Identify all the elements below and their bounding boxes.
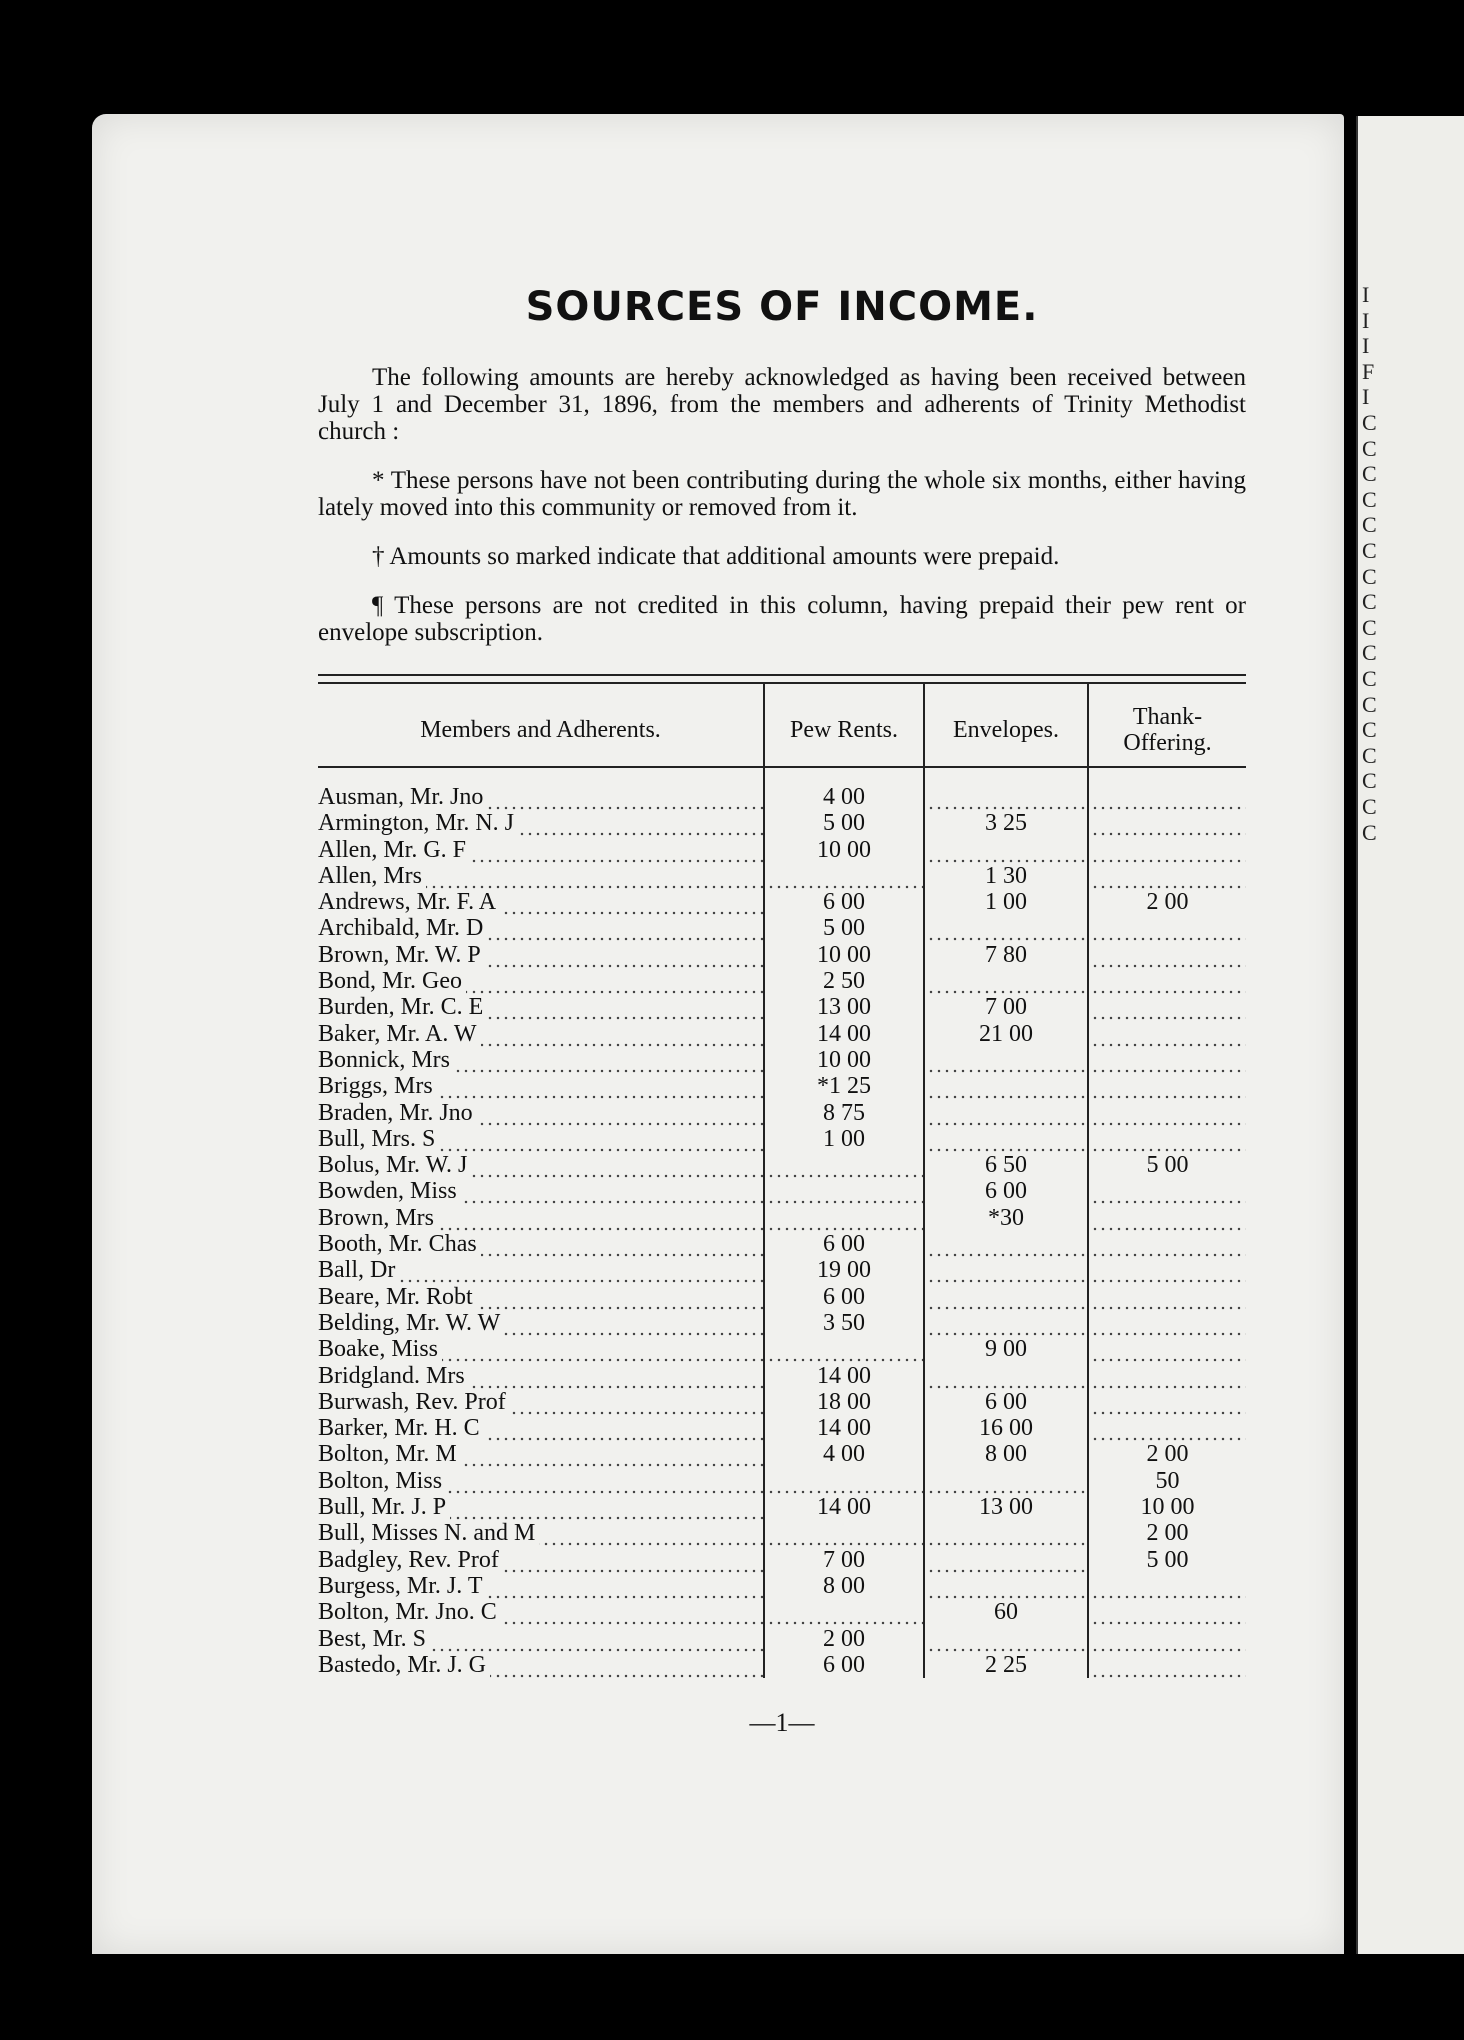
member-name <box>318 1494 764 1520</box>
member-name-text: Baker, Mr. A. W <box>318 1021 481 1047</box>
member-name <box>318 1178 764 1204</box>
member-name-text: Bolton, Mr. Jno. C <box>318 1599 501 1625</box>
envelope-cell <box>924 1231 1088 1257</box>
pew-rent-cell: 6 00 <box>764 1231 924 1257</box>
adjacent-margin-letter: F <box>1362 358 1375 384</box>
table-row <box>318 1284 1246 1310</box>
table-row <box>318 1021 1246 1047</box>
pew-rent-cell <box>764 1205 924 1231</box>
thank-offering-cell <box>1088 1573 1246 1599</box>
thank-offering-cell <box>1088 1257 1246 1283</box>
table-row <box>318 863 1246 889</box>
adjacent-page-edge <box>1356 116 1464 1954</box>
header-pew-rents: Pew Rents. <box>764 684 924 767</box>
thank-offering-cell <box>1088 968 1246 994</box>
table-row <box>318 1047 1246 1073</box>
table-row <box>318 784 1246 810</box>
adjacent-margin-letter: I <box>1362 282 1370 307</box>
adjacent-margin-letter: C <box>1362 589 1377 615</box>
thank-offering-cell <box>1088 1310 1246 1336</box>
member-name-text: Ball, Dr <box>318 1257 399 1283</box>
thank-offering-cell: 2 00 <box>1088 1520 1246 1546</box>
table-top-rule <box>318 674 1246 684</box>
table-row <box>318 1205 1246 1231</box>
table-spacer-row <box>318 767 1246 784</box>
adjacent-margin-letter: C <box>1362 512 1377 538</box>
member-name <box>318 1021 764 1047</box>
table-row <box>318 1310 1246 1336</box>
thank-offering-cell <box>1088 1363 1246 1389</box>
member-name-text: Bull, Misses N. and M <box>318 1520 539 1546</box>
member-name <box>318 1468 764 1494</box>
income-table <box>318 684 1246 1678</box>
pew-rent-cell: 4 00 <box>764 1441 924 1467</box>
envelope-cell: 6 00 <box>924 1178 1088 1204</box>
table-row <box>318 1547 1246 1573</box>
member-name-text: Bolton, Mr. M <box>318 1441 461 1467</box>
pew-rent-cell <box>764 1599 924 1625</box>
pew-rent-cell: 5 00 <box>764 810 924 836</box>
envelope-cell <box>924 968 1088 994</box>
pew-rent-cell: 10 00 <box>764 942 924 968</box>
member-name <box>318 1205 764 1231</box>
member-name-text: Ausman, Mr. Jno <box>318 784 487 810</box>
note-pilcrow: ¶ These persons are not credited in this column, having prepaid their pew rent or envelope subscription. <box>318 592 1246 646</box>
table-row <box>318 1336 1246 1362</box>
table-row <box>318 1178 1246 1204</box>
pew-rent-cell <box>764 1336 924 1362</box>
adjacent-margin-letter: C <box>1362 742 1377 768</box>
table-row <box>318 1415 1246 1441</box>
envelope-cell: 7 80 <box>924 942 1088 968</box>
member-name <box>318 1652 764 1678</box>
envelope-cell <box>924 837 1088 863</box>
member-name <box>318 994 764 1020</box>
table-header-row <box>318 684 1246 767</box>
table-row <box>318 968 1246 994</box>
thank-offering-cell: 50 <box>1088 1468 1246 1494</box>
pew-rent-cell: 3 50 <box>764 1310 924 1336</box>
thank-offering-cell: 5 00 <box>1088 1152 1246 1178</box>
member-name-text: Bridgland. Mrs <box>318 1363 469 1389</box>
adjacent-margin-letter: C <box>1362 666 1377 691</box>
table-row <box>318 1231 1246 1257</box>
pew-rent-cell: 5 00 <box>764 915 924 941</box>
envelope-cell: 6 00 <box>924 1389 1088 1415</box>
member-name <box>318 1441 764 1467</box>
member-name <box>318 1573 764 1599</box>
pew-rent-cell: 19 00 <box>764 1257 924 1283</box>
member-name-text: Briggs, Mrs <box>318 1073 437 1099</box>
thank-offering-cell: 2 00 <box>1088 1441 1246 1467</box>
note-asterisk: * These persons have not been contributing during the whole six months, either having lately moved into this community or removed from it. <box>318 467 1246 521</box>
member-name-text: Bull, Mrs. S <box>318 1126 439 1152</box>
table-row <box>318 1652 1246 1678</box>
thank-offering-cell <box>1088 1284 1246 1310</box>
member-name-text: Barker, Mr. H. C <box>318 1415 484 1441</box>
envelope-cell <box>924 1310 1088 1336</box>
adjacent-margin-letter: C <box>1362 819 1377 845</box>
adjacent-margin-letter: I <box>1362 307 1370 333</box>
member-name <box>318 810 764 836</box>
member-name <box>318 1389 764 1415</box>
thank-offering-cell: 5 00 <box>1088 1547 1246 1573</box>
member-name <box>318 837 764 863</box>
header-thank-offering: Thank-Offering. <box>1088 684 1246 767</box>
table-row <box>318 1441 1246 1467</box>
envelope-cell <box>924 1257 1088 1283</box>
thank-offering-cell <box>1088 942 1246 968</box>
member-name-text: Archibald, Mr. D <box>318 915 487 941</box>
envelope-cell <box>924 1284 1088 1310</box>
envelope-cell <box>924 1573 1088 1599</box>
member-name-text: Bowden, Miss <box>318 1178 461 1204</box>
member-name <box>318 1073 764 1099</box>
header-envelopes: Envelopes. <box>924 684 1088 767</box>
thank-offering-cell <box>1088 915 1246 941</box>
member-name-text: Allen, Mr. G. F <box>318 837 470 863</box>
member-name <box>318 1363 764 1389</box>
pew-rent-cell: 1 00 <box>764 1126 924 1152</box>
table-body <box>318 767 1246 1678</box>
member-name-text: Andrews, Mr. F. A <box>318 889 500 915</box>
thank-offering-cell <box>1088 1626 1246 1652</box>
member-name <box>318 863 764 889</box>
thank-offering-cell <box>1088 837 1246 863</box>
pew-rent-cell: *1 25 <box>764 1073 924 1099</box>
thank-offering-cell: 10 00 <box>1088 1494 1246 1520</box>
table-row <box>318 1389 1246 1415</box>
member-name <box>318 1047 764 1073</box>
envelope-cell <box>924 1126 1088 1152</box>
pew-rent-cell: 14 00 <box>764 1363 924 1389</box>
pew-rent-cell: 10 00 <box>764 837 924 863</box>
thank-offering-cell <box>1088 1336 1246 1362</box>
member-name <box>318 968 764 994</box>
table-row <box>318 1599 1246 1625</box>
member-name <box>318 1520 764 1546</box>
member-name-text: Bull, Mr. J. P <box>318 1494 450 1520</box>
member-name <box>318 784 764 810</box>
member-name-text: Bolus, Mr. W. J <box>318 1152 471 1178</box>
adjacent-margin-letter: C <box>1362 691 1377 717</box>
adjacent-margin-letter: I <box>1362 384 1370 410</box>
member-name-text: Burwash, Rev. Prof <box>318 1389 510 1415</box>
note-dagger: † Amounts so marked indicate that additional amounts were prepaid. <box>372 543 1060 570</box>
member-name-text: Braden, Mr. Jno <box>318 1100 477 1126</box>
adjacent-margin-letter: C <box>1362 538 1377 563</box>
envelope-cell: 1 30 <box>924 863 1088 889</box>
pew-rent-cell: 13 00 <box>764 994 924 1020</box>
member-name-text: Best, Mr. S <box>318 1626 430 1652</box>
envelope-cell: 6 50 <box>924 1152 1088 1178</box>
envelope-cell: 60 <box>924 1599 1088 1625</box>
pew-rent-cell: 14 00 <box>764 1494 924 1520</box>
envelope-cell <box>924 1363 1088 1389</box>
envelope-cell: 2 25 <box>924 1652 1088 1678</box>
thank-offering-cell <box>1088 810 1246 836</box>
member-name <box>318 1152 764 1178</box>
page-content <box>318 270 1246 1738</box>
table-row <box>318 1626 1246 1652</box>
pew-rent-cell <box>764 1520 924 1546</box>
envelope-cell <box>924 784 1088 810</box>
pew-rent-cell: 10 00 <box>764 1047 924 1073</box>
envelope-cell: 8 00 <box>924 1441 1088 1467</box>
pew-rent-cell <box>764 1468 924 1494</box>
member-name <box>318 1415 764 1441</box>
thank-offering-cell <box>1088 1047 1246 1073</box>
member-name <box>318 1100 764 1126</box>
member-name-text: Boake, Miss <box>318 1336 442 1362</box>
envelope-cell: 1 00 <box>924 889 1088 915</box>
envelope-cell: *30 <box>924 1205 1088 1231</box>
thank-offering-cell <box>1088 1021 1246 1047</box>
pew-rent-cell: 8 75 <box>764 1100 924 1126</box>
pew-rent-cell: 2 00 <box>764 1626 924 1652</box>
table-row <box>318 1363 1246 1389</box>
member-name <box>318 915 764 941</box>
pew-rent-cell <box>764 1178 924 1204</box>
envelope-cell: 13 00 <box>924 1494 1088 1520</box>
envelope-cell: 21 00 <box>924 1021 1088 1047</box>
member-name-text: Armington, Mr. N. J <box>318 810 518 836</box>
member-name <box>318 1257 764 1283</box>
adjacent-margin-letter: C <box>1362 435 1377 461</box>
thank-offering-cell: 2 00 <box>1088 889 1246 915</box>
intro-paragraph: The following amounts are hereby acknowledged as having been received between July 1 and December 31, 1896, from the members and adherents of Trinity Methodist church : <box>318 364 1246 445</box>
member-name-text: Bonnick, Mrs <box>318 1047 454 1073</box>
table-row <box>318 1152 1246 1178</box>
thank-offering-cell <box>1088 784 1246 810</box>
adjacent-margin-letter: C <box>1362 461 1377 487</box>
pew-rent-cell: 6 00 <box>764 889 924 915</box>
member-name <box>318 1231 764 1257</box>
thank-offering-cell <box>1088 1100 1246 1126</box>
thank-offering-cell <box>1088 1415 1246 1441</box>
member-name <box>318 942 764 968</box>
table-row <box>318 994 1246 1020</box>
thank-offering-cell <box>1088 1178 1246 1204</box>
pew-rent-cell <box>764 863 924 889</box>
adjacent-margin-letter: C <box>1362 794 1377 819</box>
adjacent-margin-letter: C <box>1362 410 1377 435</box>
pew-rent-cell: 6 00 <box>764 1652 924 1678</box>
pew-rent-cell: 18 00 <box>764 1389 924 1415</box>
pew-rent-cell: 8 00 <box>764 1573 924 1599</box>
pew-rent-cell: 6 00 <box>764 1284 924 1310</box>
member-name-text: Bastedo, Mr. J. G <box>318 1652 490 1678</box>
table-row <box>318 942 1246 968</box>
member-name-text: Brown, Mr. W. P <box>318 942 485 968</box>
pew-rent-cell <box>764 1152 924 1178</box>
envelope-cell: 3 25 <box>924 810 1088 836</box>
thank-offering-cell <box>1088 1231 1246 1257</box>
thank-offering-cell <box>1088 1599 1246 1625</box>
thank-offering-cell <box>1088 1389 1246 1415</box>
member-name-text: Bond, Mr. Geo <box>318 968 466 994</box>
page-number: —1— <box>749 1708 815 1738</box>
member-name-text: Allen, Mrs <box>318 863 426 889</box>
envelope-cell <box>924 1547 1088 1573</box>
pew-rent-cell: 2 50 <box>764 968 924 994</box>
adjacent-margin-letter: C <box>1362 768 1377 794</box>
pew-rent-cell: 14 00 <box>764 1021 924 1047</box>
member-name-text: Brown, Mrs <box>318 1205 438 1231</box>
member-name-text: Beare, Mr. Robt <box>318 1284 477 1310</box>
member-name <box>318 1626 764 1652</box>
table-row <box>318 1073 1246 1099</box>
envelope-cell <box>924 1626 1088 1652</box>
table-row <box>318 915 1246 941</box>
thank-offering-cell <box>1088 863 1246 889</box>
adjacent-margin-letter: I <box>1362 333 1370 359</box>
adjacent-margin-letter: C <box>1362 563 1377 589</box>
member-name <box>318 1336 764 1362</box>
member-name <box>318 1126 764 1152</box>
envelope-cell <box>924 1468 1088 1494</box>
table-row <box>318 889 1246 915</box>
table-row <box>318 1520 1246 1546</box>
member-name <box>318 1599 764 1625</box>
adjacent-margin-letter: C <box>1362 614 1377 640</box>
pew-rent-cell: 14 00 <box>764 1415 924 1441</box>
member-name-text: Bolton, Miss <box>318 1468 446 1494</box>
envelope-cell: 16 00 <box>924 1415 1088 1441</box>
adjacent-margin-letter: C <box>1362 717 1377 743</box>
member-name <box>318 889 764 915</box>
adjacent-margin-letter: C <box>1362 486 1377 512</box>
thank-offering-cell <box>1088 994 1246 1020</box>
table-row <box>318 1100 1246 1126</box>
adjacent-margin-letter: C <box>1362 640 1377 666</box>
member-name-text: Belding, Mr. W. W <box>318 1310 504 1336</box>
table-row <box>318 1257 1246 1283</box>
member-name <box>318 1284 764 1310</box>
envelope-cell: 7 00 <box>924 994 1088 1020</box>
thank-offering-cell <box>1088 1073 1246 1099</box>
thank-offering-cell <box>1088 1126 1246 1152</box>
member-name-text: Booth, Mr. Chas <box>318 1231 481 1257</box>
member-name-text: Burden, Mr. C. E <box>318 994 487 1020</box>
table-row <box>318 837 1246 863</box>
pew-rent-cell: 4 00 <box>764 784 924 810</box>
envelope-cell: 9 00 <box>924 1336 1088 1362</box>
table-row <box>318 1468 1246 1494</box>
envelope-cell <box>924 1073 1088 1099</box>
table-row <box>318 1126 1246 1152</box>
envelope-cell <box>924 1520 1088 1546</box>
member-name <box>318 1547 764 1573</box>
member-name-text: Burgess, Mr. J. T <box>318 1573 486 1599</box>
thank-offering-cell <box>1088 1205 1246 1231</box>
envelope-cell <box>924 915 1088 941</box>
page-title: SOURCES OF INCOME. <box>525 284 1039 330</box>
member-name-text: Badgley, Rev. Prof <box>318 1547 503 1573</box>
envelope-cell <box>924 1047 1088 1073</box>
thank-offering-cell <box>1088 1652 1246 1678</box>
member-name <box>318 1310 764 1336</box>
table-row <box>318 1573 1246 1599</box>
pew-rent-cell: 7 00 <box>764 1547 924 1573</box>
header-members: Members and Adherents. <box>318 684 764 767</box>
envelope-cell <box>924 1100 1088 1126</box>
table-row <box>318 1494 1246 1520</box>
table-row <box>318 810 1246 836</box>
